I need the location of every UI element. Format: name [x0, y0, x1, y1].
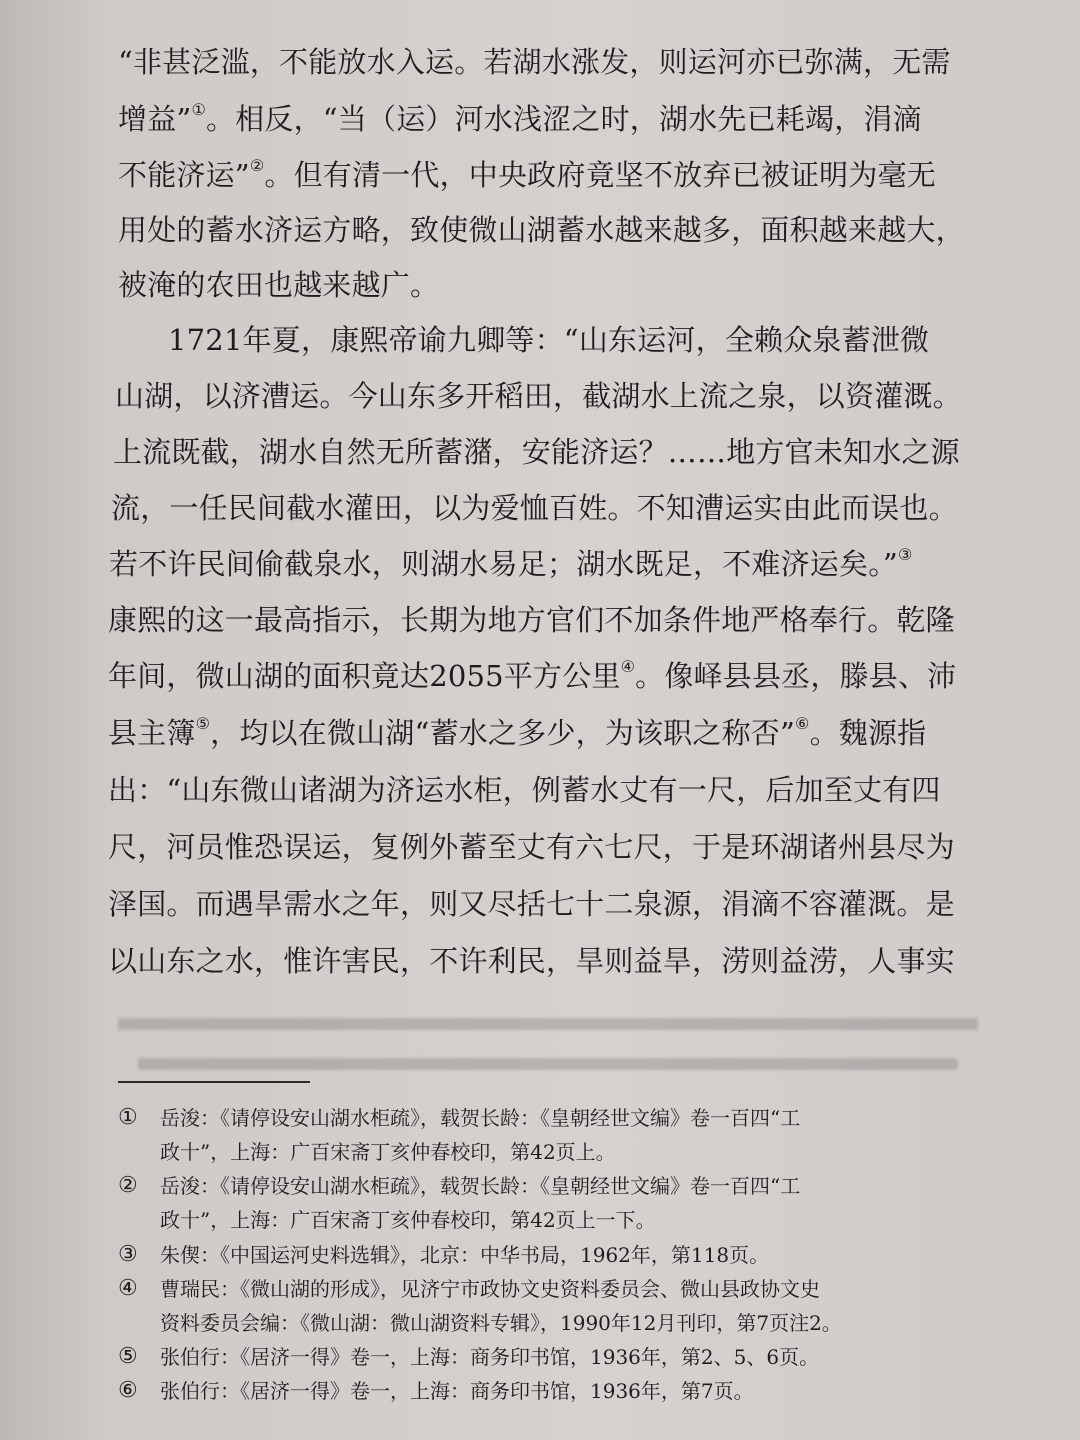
footnote-marker: ② — [118, 1173, 138, 1198]
text-run: 增益” — [118, 102, 192, 136]
footnote-ref: ⑥ — [795, 714, 810, 733]
text-run: 不能济运” — [118, 158, 250, 192]
text-run: 。相反，“当（运）河水浅涩之时，湖水先已耗竭，涓滴 — [205, 102, 922, 136]
footnote-marker: ③ — [118, 1242, 138, 1267]
text-line — [118, 97, 922, 141]
footnote-text: 岳浚：《请停设安山湖水柜疏》，载贺长龄：《皇朝经世文编》卷一百四“工 — [160, 1106, 801, 1130]
text-line — [113, 430, 960, 474]
footnote-marker: ① — [118, 1105, 138, 1130]
text-run: 以山东之水，惟许害民，不许利民，旱则益旱，涝则益涝，人事实 — [108, 944, 955, 978]
footnote-text: 朱偰：《中国运河史料选辑》，北京：中华书局，1962年，第118页。 — [160, 1243, 770, 1267]
text-run: 年间，微山湖的面积竟达2055平方公里 — [108, 659, 621, 693]
text-line — [111, 486, 958, 530]
text-line — [118, 40, 951, 84]
text-run: 被淹的农田也越来越广。 — [118, 268, 440, 302]
text-run: 流，一任民间截水灌田，以为爱恤百姓。不知漕运实由此而误也。 — [111, 491, 958, 525]
text-run: 上流既截，湖水自然无所蓄潴，安能济运？……地方官未知水之源 — [113, 435, 960, 469]
footnote-divider — [118, 1081, 310, 1083]
text-line — [168, 318, 929, 362]
text-line — [108, 882, 955, 926]
text-run: 。魏源指 — [809, 716, 927, 750]
text-run: 。但有清一代，中央政府竟坚不放弃已被证明为毫无 — [264, 158, 936, 192]
footnote-text: 张伯行：《居济一得》卷一，上海：商务印书馆，1936年，第7页。 — [160, 1379, 754, 1403]
text-run: 尺，河员惟恐误运，复例外蓄至丈有六七尺，于是环湖诸州县尽为 — [108, 830, 955, 864]
footnote-ref: ④ — [620, 657, 636, 676]
text-line — [108, 768, 941, 812]
footnote-text: 张伯行：《居济一得》卷一，上海：商务印书馆，1936年，第2、5、6页。 — [160, 1345, 820, 1369]
footnote-text: 资料委员会编：《微山湖：微山湖资料专辑》，1990年12月刊印，第7页注2。 — [160, 1311, 842, 1335]
footnote-marker: ④ — [118, 1276, 138, 1301]
text-run: 县主簿 — [108, 716, 196, 750]
text-line — [115, 374, 962, 418]
bleed-line — [138, 1058, 958, 1070]
text-run: 若不许民间偷截泉水，则湖水易足；湖水既足，不难济运矣。” — [109, 547, 898, 581]
text-line — [108, 711, 926, 755]
footnote-4-cont — [160, 1309, 842, 1337]
text-run: 山湖，以济漕运。今山东多开稻田，截湖水上流之泉，以资灌溉。 — [115, 379, 962, 413]
text-line — [108, 825, 955, 869]
footnote-marker: ⑥ — [118, 1378, 138, 1403]
footnote-ref: ⑤ — [195, 714, 211, 733]
text-line — [118, 263, 439, 307]
footnote-1-cont — [160, 1138, 616, 1166]
footnote-2-cont — [160, 1206, 656, 1234]
footnote-text: 政十”，上海：广百宋斋丁亥仲春校印，第42页上。 — [160, 1140, 616, 1164]
text-run: 1721年夏，康熙帝谕九卿等：“山东运河，全赖众泉蓄泄微 — [168, 323, 930, 357]
footnote-ref: ② — [249, 156, 265, 175]
text-line — [109, 542, 912, 586]
text-run: 。像峄县县丞，滕县、沛 — [635, 659, 957, 693]
text-run: 出：“山东微山诸湖为济运水柜，例蓄水丈有一尺，后加至丈有四 — [108, 773, 941, 807]
text-line — [118, 153, 936, 197]
text-run: “非甚泛滥，不能放水入运。若湖水涨发，则运河亦已弥满，无需 — [118, 45, 951, 79]
footnote-text: 岳浚：《请停设安山湖水柜疏》，载贺长龄：《皇朝经世文编》卷一百四“工 — [160, 1174, 801, 1198]
text-run: 泽国。而遇旱需水之年，则又尽括七十二泉源，涓滴不容灌溉。是 — [108, 887, 955, 921]
footnote-ref: ① — [191, 100, 206, 119]
text-line — [118, 208, 965, 252]
footnote-text: 曹瑞民：《微山湖的形成》，见济宁市政协文史资料委员会、微山县政协文史 — [160, 1277, 820, 1301]
footnote-text: 政十”，上海：广百宋斋丁亥仲春校印，第42页上一下。 — [160, 1208, 656, 1232]
text-line — [108, 598, 955, 642]
bleed-through-text — [118, 1000, 978, 1080]
footnote-ref: ③ — [897, 545, 913, 564]
footnote-marker: ⑤ — [118, 1344, 138, 1369]
text-run: 康熙的这一最高指示，长期为地方官们不加条件地严格奉行。乾隆 — [108, 603, 955, 637]
text-run: 用处的蓄水济运方略，致使微山湖蓄水越来越多，面积越来越大， — [118, 213, 965, 247]
text-line — [108, 654, 956, 698]
text-run: ，均以在微山湖“蓄水之多少，为该职之称否” — [210, 716, 796, 750]
text-line — [108, 939, 955, 983]
bleed-line — [118, 1018, 978, 1030]
